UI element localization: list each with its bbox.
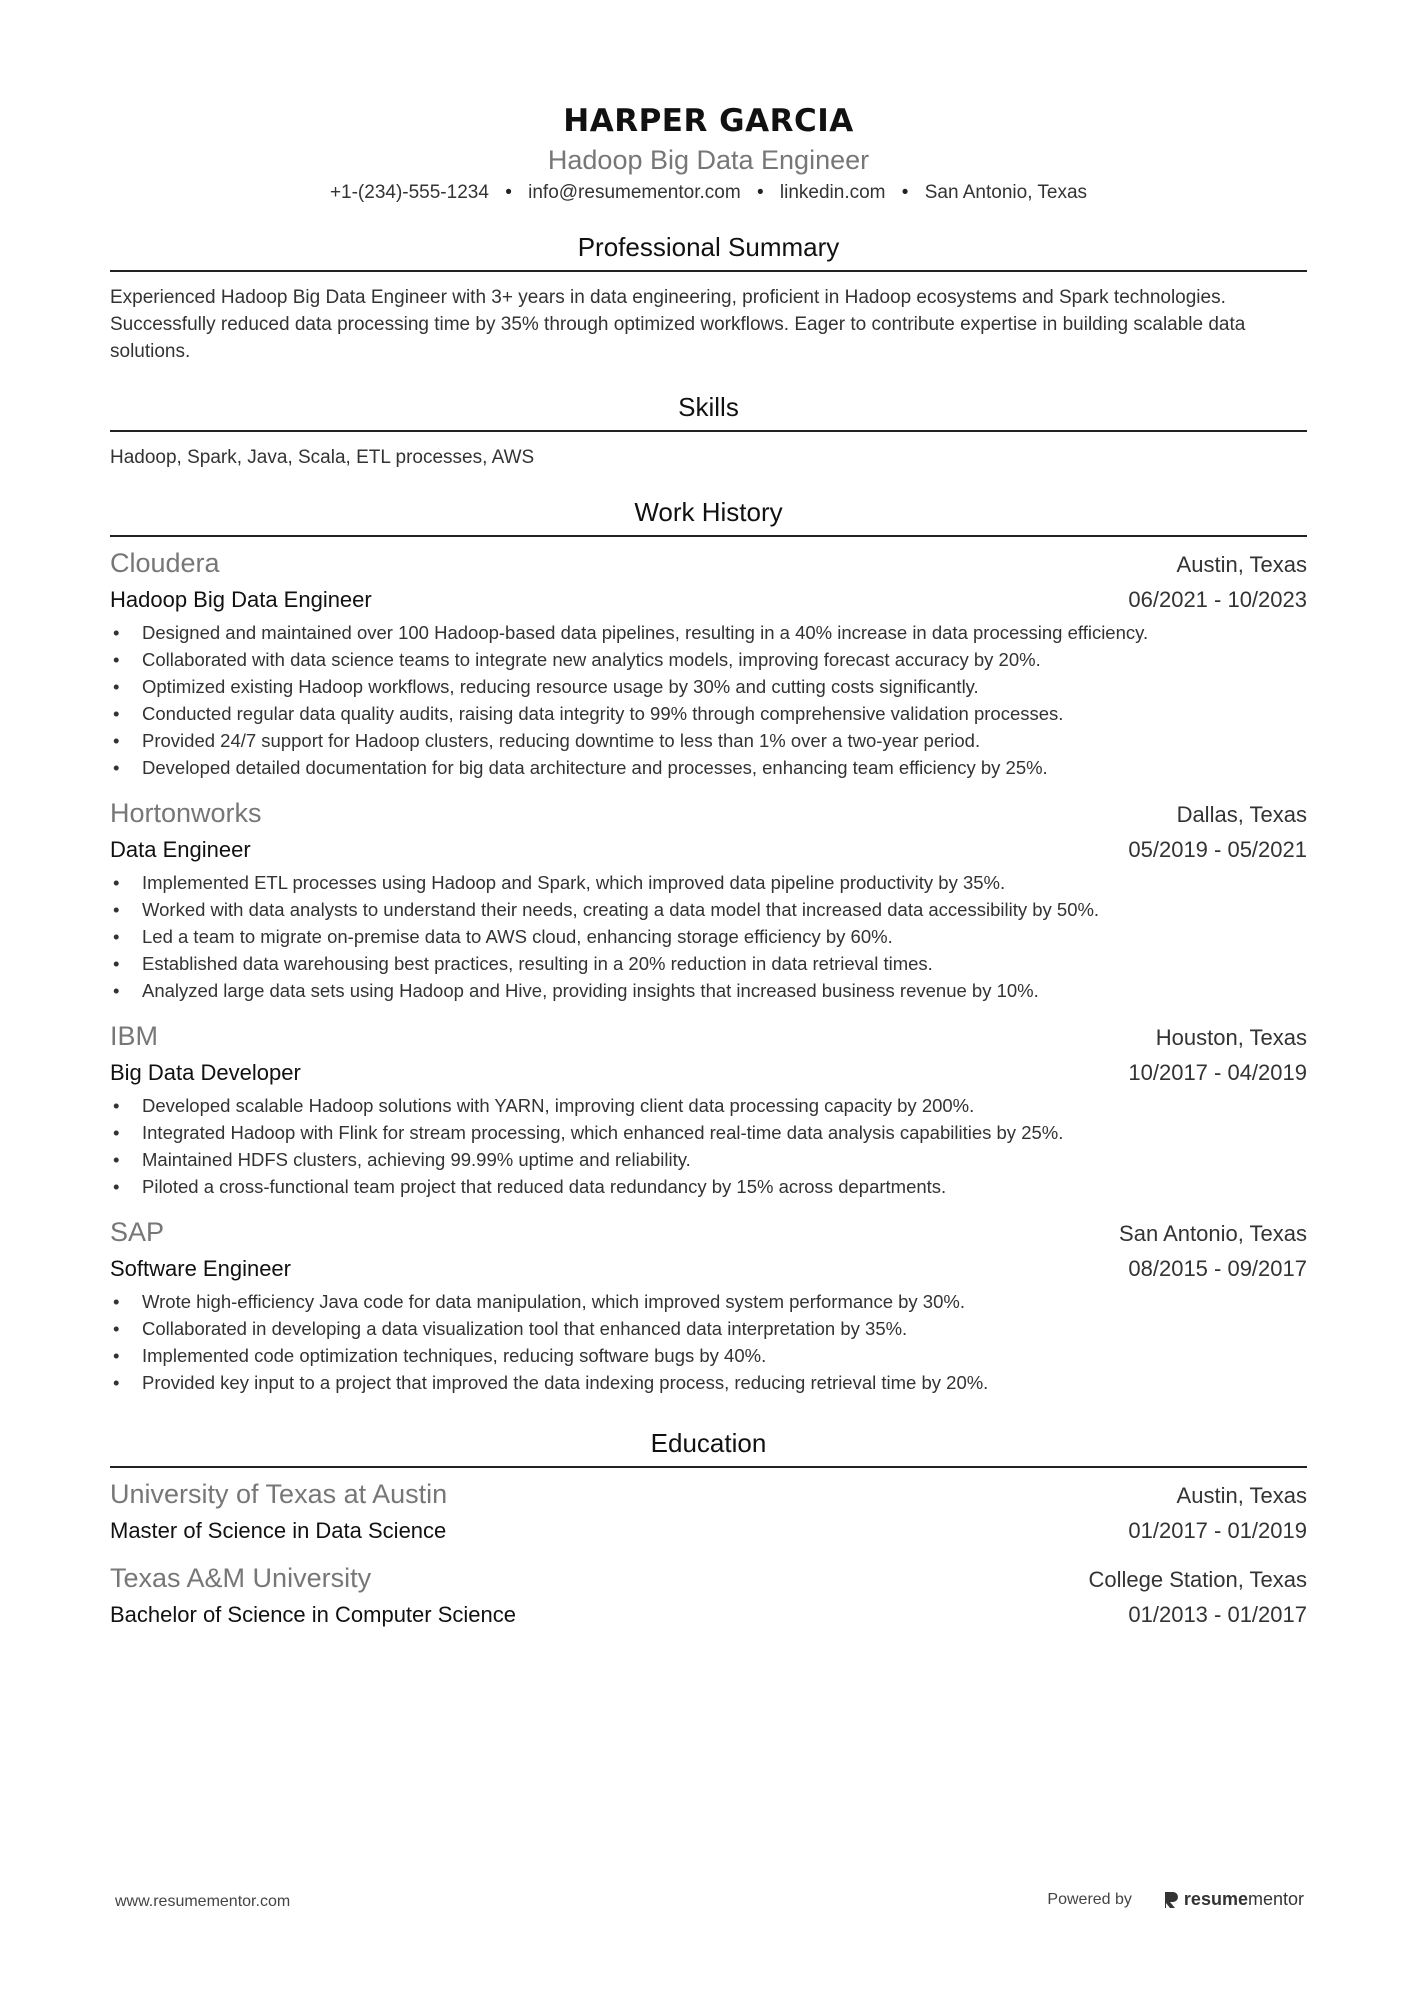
job-dates: 10/2017 - 04/2019: [1128, 1060, 1307, 1085]
job-bullet: [110, 977, 1307, 1004]
job-bullet: [110, 673, 1307, 700]
job-bullet-text: Designed and maintained over 100 Hadoop-based data pipelines, resulting in a 40% increase in data processing efficiency.: [142, 622, 1149, 643]
bullet-icon: •: [113, 1149, 120, 1170]
job-bullet: [110, 619, 1307, 646]
job-role-row: [110, 833, 1307, 867]
job-bullet-text: Analyzed large data sets using Hadoop and Hive, providing insights that increased business revenue by 10%.: [142, 980, 1039, 1001]
bullet-icon: •: [113, 953, 120, 974]
education-degree-row: [110, 1514, 1307, 1548]
contact-location: San Antonio, Texas: [924, 182, 1088, 203]
education-header-row: [110, 1560, 1307, 1598]
job-bullet: [110, 896, 1307, 923]
skills-section: [110, 390, 1307, 471]
job-bullet: [110, 869, 1307, 896]
section-title-education: Education: [110, 1426, 1307, 1468]
job-header-row: [110, 795, 1307, 833]
job-bullet: [110, 1369, 1307, 1396]
job-dates: 06/2021 - 10/2023: [1128, 587, 1307, 612]
job-role: Hadoop Big Data Engineer: [110, 587, 372, 612]
bullet-icon: •: [113, 1345, 120, 1366]
job-bullet-text: Developed detailed documentation for big data architecture and processes, enhancing team efficiency by 25%.: [142, 757, 1048, 778]
contact-line: [110, 178, 1307, 208]
education-school: University of Texas at Austin: [110, 1479, 448, 1509]
bullet-icon: •: [113, 980, 120, 1001]
bullet-icon: •: [113, 1095, 120, 1116]
education-school: Texas A&M University: [110, 1563, 372, 1593]
job-bullet: [110, 1146, 1307, 1173]
job-bullet: [110, 1342, 1307, 1369]
job-role-row: [110, 1056, 1307, 1090]
job-company: IBM: [110, 1021, 159, 1051]
job-bullets: [110, 619, 1307, 781]
job-dates: 08/2015 - 09/2017: [1128, 1256, 1307, 1281]
job-bullet-text: Provided 24/7 support for Hadoop clusters, reducing downtime to less than 1% over a two-year period.: [142, 730, 981, 751]
job-role: Big Data Developer: [110, 1060, 301, 1085]
bullet-icon: •: [113, 649, 120, 670]
job-location: Dallas, Texas: [1176, 802, 1307, 827]
summary-text: Experienced Hadoop Big Data Engineer with 3+ years in data engineering, proficient in Hadoop ecosystems and Spark technologies. Successfully reduced data processing time by 35% through optimized workflows. Eager to contribute expertise in building scalable data solutions.: [110, 287, 1246, 362]
brand-name-bold: resume: [1183, 1889, 1248, 1909]
candidate-name: HARPER GARCIA: [563, 103, 854, 139]
education-location: Austin, Texas: [1176, 1483, 1307, 1508]
footer-website[interactable]: www.resumementor.com: [115, 1893, 291, 1910]
job-entry: [110, 1214, 1307, 1396]
job-location: Houston, Texas: [1155, 1025, 1307, 1050]
job-bullet-text: Conducted regular data quality audits, raising data integrity to 99% through comprehensive validation processes.: [142, 703, 1064, 724]
job-role: Data Engineer: [110, 837, 251, 862]
summary-section: [110, 230, 1307, 365]
bullet-icon: •: [113, 703, 120, 724]
bullet-icon: •: [113, 676, 120, 697]
education-section: [110, 1426, 1307, 1632]
job-bullet-text: Led a team to migrate on-premise data to AWS cloud, enhancing storage efficiency by 60%.: [142, 926, 893, 947]
job-bullets: [110, 1092, 1307, 1200]
job-entry: [110, 1018, 1307, 1200]
job-bullet: [110, 923, 1307, 950]
job-bullet: [110, 1288, 1307, 1315]
job-bullet: [110, 754, 1307, 781]
contact-linkedin[interactable]: linkedin.com: [779, 182, 886, 203]
bullet-icon: •: [113, 757, 120, 778]
bullet-icon: •: [113, 1372, 120, 1393]
resume-content: [110, 98, 1307, 1632]
brand-name-light: mentor: [1247, 1889, 1304, 1909]
job-role: Software Engineer: [110, 1256, 291, 1281]
job-bullet-text: Wrote high-efficiency Java code for data manipulation, which improved system performance by 30%.: [142, 1291, 965, 1312]
education-dates: 01/2017 - 01/2019: [1128, 1518, 1307, 1543]
education-degree-row: [110, 1598, 1307, 1632]
job-header-row: [110, 545, 1307, 583]
powered-by-label: Powered by: [1047, 1890, 1132, 1908]
section-title-summary: Professional Summary: [110, 230, 1307, 272]
contact-separator: •: [756, 182, 764, 203]
job-header-row: [110, 1214, 1307, 1252]
bullet-icon: •: [113, 730, 120, 751]
candidate-headline: Hadoop Big Data Engineer: [547, 145, 870, 175]
job-bullet-text: Implemented code optimization techniques, reducing software bugs by 40%.: [142, 1345, 767, 1366]
job-bullet: [110, 1173, 1307, 1200]
skills-text: Hadoop, Spark, Java, Scala, ETL processes, AWS: [110, 447, 535, 468]
bullet-icon: •: [113, 1291, 120, 1312]
education-dates: 01/2013 - 01/2017: [1128, 1602, 1307, 1627]
job-bullet-text: Maintained HDFS clusters, achieving 99.99% uptime and reliability.: [142, 1149, 691, 1170]
job-location: Austin, Texas: [1176, 552, 1307, 577]
job-bullet-text: Optimized existing Hadoop workflows, reducing resource usage by 30% and cutting costs significantly.: [142, 676, 979, 697]
job-dates: 05/2019 - 05/2021: [1128, 837, 1307, 862]
job-role-row: [110, 583, 1307, 617]
job-company: Hortonworks: [110, 798, 262, 828]
education-location: College Station, Texas: [1088, 1567, 1307, 1592]
job-bullet: [110, 1092, 1307, 1119]
bullet-icon: •: [113, 1176, 120, 1197]
job-bullet-text: Collaborated in developing a data visualization tool that enhanced data interpretation by 35%.: [142, 1318, 908, 1339]
job-bullet-text: Worked with data analysts to understand their needs, creating a data model that increased data accessibility by 50%.: [142, 899, 1100, 920]
bullet-icon: •: [113, 622, 120, 643]
education-degree: Bachelor of Science in Computer Science: [110, 1602, 516, 1627]
resumementor-logo-icon: [1162, 1890, 1180, 1910]
job-company: Cloudera: [110, 548, 220, 578]
bullet-icon: •: [113, 926, 120, 947]
education-entry: [110, 1476, 1307, 1548]
section-title-skills: Skills: [110, 390, 1307, 432]
job-bullet-text: Integrated Hadoop with Flink for stream processing, which enhanced real-time data analysis capabilities by 25%.: [142, 1122, 1064, 1143]
work-section: [110, 495, 1307, 1396]
bullet-icon: •: [113, 1318, 120, 1339]
job-bullet: [110, 727, 1307, 754]
resume-header: [110, 98, 1307, 208]
job-location: San Antonio, Texas: [1119, 1221, 1307, 1246]
job-bullet-text: Implemented ETL processes using Hadoop and Spark, which improved data pipeline productivity by 35%.: [142, 872, 1006, 893]
job-bullet: [110, 950, 1307, 977]
job-entry: [110, 795, 1307, 1004]
bullet-icon: •: [113, 899, 120, 920]
job-bullet-text: Established data warehousing best practices, resulting in a 20% reduction in data retrieval times.: [142, 953, 933, 974]
job-bullet: [110, 1119, 1307, 1146]
footer-brand: [1047, 1889, 1304, 1910]
job-bullet: [110, 700, 1307, 727]
job-entry: [110, 545, 1307, 781]
job-role-row: [110, 1252, 1307, 1286]
contact-email[interactable]: info@resumementor.com: [528, 182, 741, 203]
section-title-work: Work History: [110, 495, 1307, 537]
bullet-icon: •: [113, 872, 120, 893]
job-bullet-text: Developed scalable Hadoop solutions with YARN, improving client data processing capacity by 200%.: [142, 1095, 975, 1116]
education-entry: [110, 1560, 1307, 1632]
job-header-row: [110, 1018, 1307, 1056]
job-bullet: [110, 646, 1307, 673]
contact-separator: •: [901, 182, 909, 203]
bullet-icon: •: [113, 1122, 120, 1143]
job-bullet-text: Collaborated with data science teams to integrate new analytics models, improving forecast accuracy by 20%.: [142, 649, 1041, 670]
job-bullets: [110, 1288, 1307, 1396]
job-bullet-text: Provided key input to a project that improved the data indexing process, reducing retrieval time by 20%.: [142, 1372, 989, 1393]
resumementor-logo[interactable]: [1162, 1889, 1304, 1910]
education-degree: Master of Science in Data Science: [110, 1518, 447, 1543]
job-company: SAP: [110, 1217, 165, 1247]
contact-phone: +1-(234)-555-1234: [329, 182, 489, 203]
job-bullets: [110, 869, 1307, 1004]
contact-separator: •: [505, 182, 512, 203]
education-header-row: [110, 1476, 1307, 1514]
job-bullet-text: Piloted a cross-functional team project that reduced data redundancy by 15% across departments.: [142, 1176, 947, 1197]
job-bullet: [110, 1315, 1307, 1342]
